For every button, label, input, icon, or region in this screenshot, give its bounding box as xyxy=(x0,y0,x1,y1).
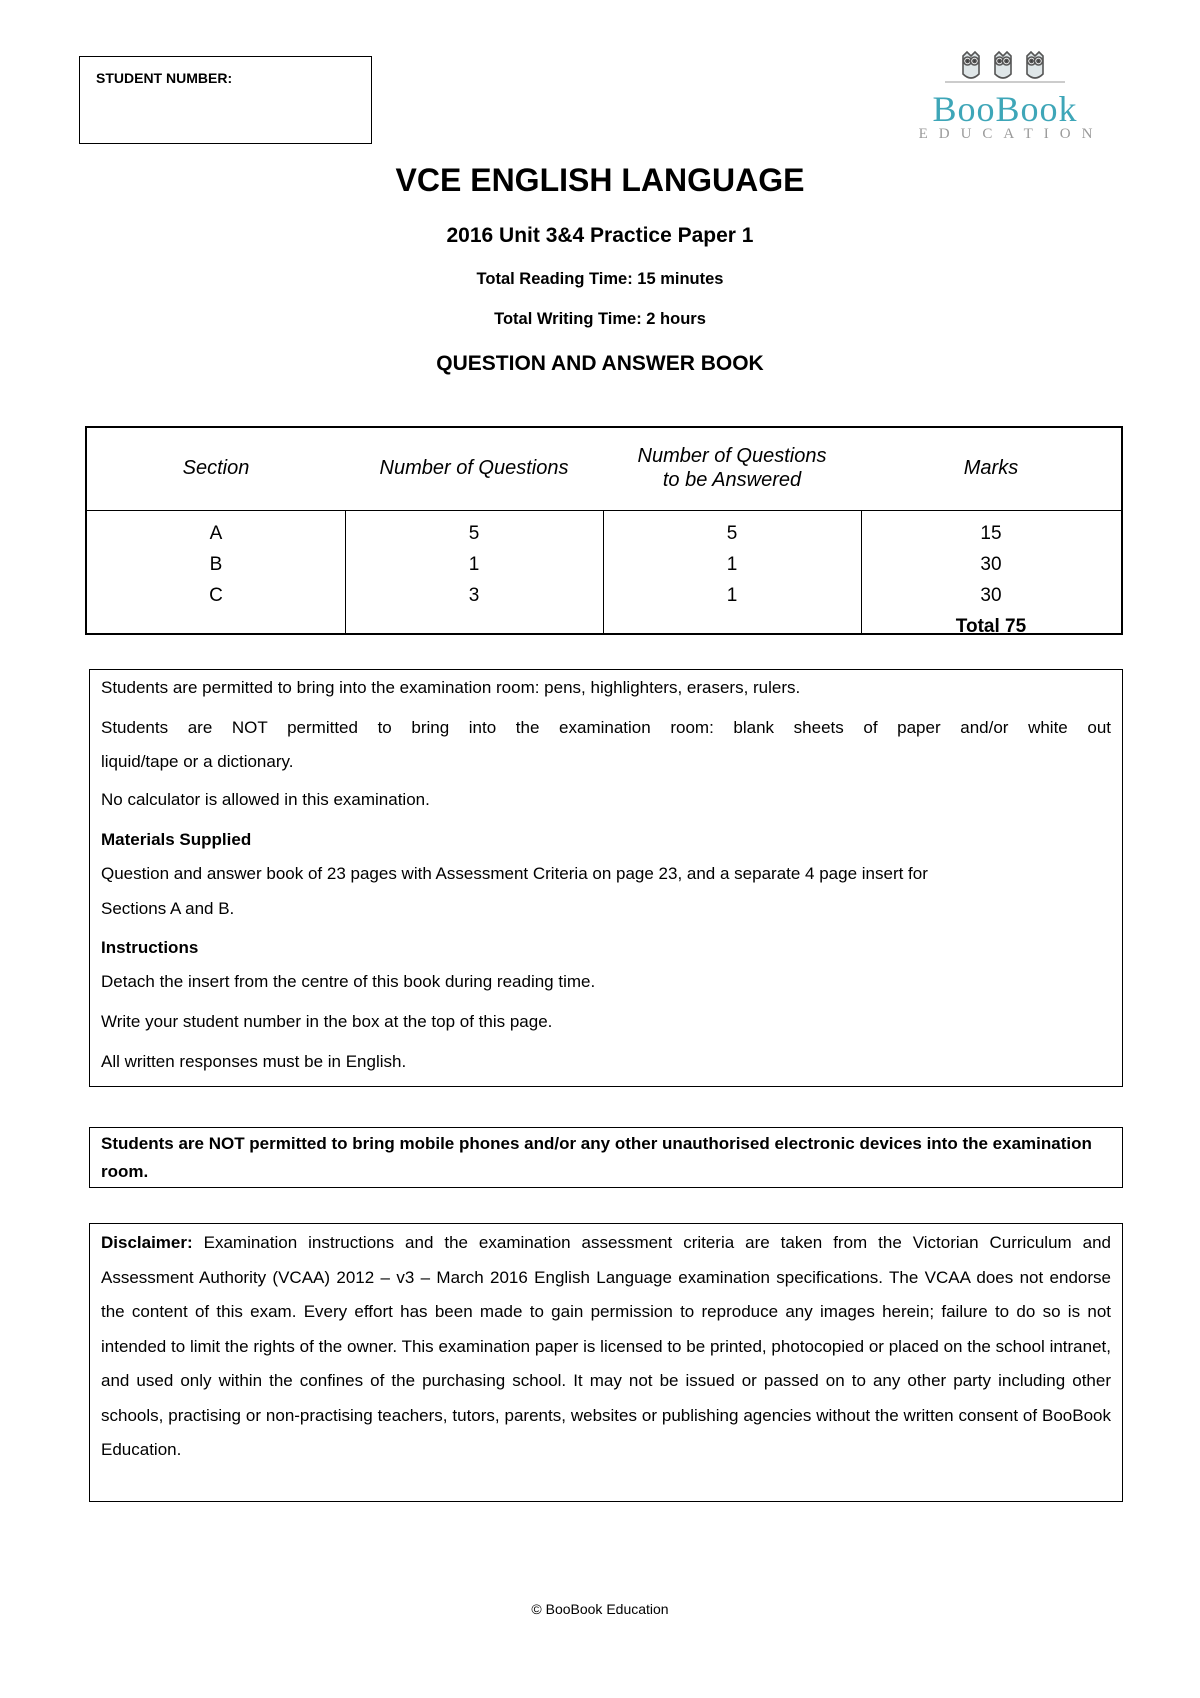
book-title: QUESTION AND ANSWER BOOK xyxy=(436,352,764,375)
table-cell: A xyxy=(209,523,223,544)
logo-tagline: EDUCATION xyxy=(918,126,1104,142)
table-cell: 3 xyxy=(468,585,480,606)
sections-table xyxy=(85,426,1123,635)
materials-heading: Materials Supplied xyxy=(101,830,252,849)
table-cell: 1 xyxy=(726,554,738,575)
footer-copyright: © BooBook Education xyxy=(531,1601,669,1617)
materials-text: Question and answer book of 23 pages with Assessment Criteria on page 23, and a separate 4 page insert for xyxy=(101,864,928,883)
writing-time: Total Writing Time: 2 hours xyxy=(494,310,706,328)
owl-icon xyxy=(905,46,1105,86)
total-marks: Total 75 xyxy=(955,616,1027,637)
instruction-item: Write your student number in the box at the top of this page. xyxy=(101,1012,553,1031)
student-number-label: STUDENT NUMBER: xyxy=(96,70,233,86)
table-cell: B xyxy=(209,554,223,575)
num-questions-column xyxy=(345,518,603,611)
section-column xyxy=(87,518,345,611)
header-to-answer xyxy=(603,444,861,492)
header-section: Section xyxy=(182,457,250,479)
not-permitted-items: Students are NOT permitted to bring into the examination room: blank sheets of paper and/or white out xyxy=(101,718,1111,737)
table-cell: 30 xyxy=(980,554,1002,575)
table-header-row xyxy=(87,428,1121,511)
reading-time: Total Reading Time: 15 minutes xyxy=(476,270,724,288)
table-cell: 1 xyxy=(726,585,738,606)
table-cell: C xyxy=(209,585,223,606)
header-to-answer-line1: Number of Questions xyxy=(637,445,827,467)
table-cell: 30 xyxy=(980,585,1002,606)
student-number-box[interactable] xyxy=(79,56,372,144)
instruction-item: All written responses must be in English. xyxy=(101,1052,407,1071)
disclaimer-box xyxy=(89,1223,1123,1502)
instruction-item: Detach the insert from the centre of this book during reading time. xyxy=(101,972,596,991)
header-to-answer-line2: to be Answered xyxy=(662,469,802,491)
marks-column xyxy=(861,518,1121,642)
disclaimer-text: Examination instructions and the examination assessment criteria are taken from the Victorian Curriculum and Assessment Authority (VCAA) 2012 – v3 – March 2016 English Language examination specifications. The VCAA does not endorse the content of this exam. Every effort has been made to gain permission to reproduce any images herein; failure to do so is not intended to limit the rights of the owner. This examination paper is licensed to be printed, photocopied or placed on the school intranet, and used only within the confines of the purchasing school. It may not be issued or passed on to any other party including other schools, practising or non-practising teachers, tutors, parents, websites or publishing agencies without the written consent of BooBook Education. xyxy=(101,1233,1111,1459)
table-cell: 1 xyxy=(468,554,480,575)
instructions-box xyxy=(89,669,1123,1087)
permitted-items: Students are permitted to bring into the examination room: pens, highlighters, erasers, rulers. xyxy=(101,678,801,697)
header-marks: Marks xyxy=(963,457,1019,479)
disclaimer-label: Disclaimer: xyxy=(101,1233,193,1252)
to-answer-column xyxy=(603,518,861,611)
paper-subtitle: 2016 Unit 3&4 Practice Paper 1 xyxy=(446,224,754,247)
table-cell: 5 xyxy=(468,523,480,544)
header-num-questions: Number of Questions xyxy=(379,457,569,479)
boobook-logo xyxy=(905,46,1105,146)
page-title: VCE ENGLISH LANGUAGE xyxy=(395,162,805,198)
mobile-phone-warning: Students are NOT permitted to bring mobile phones and/or any other unauthorised electronic devices into the examination room. xyxy=(89,1127,1123,1188)
not-permitted-items-cont: liquid/tape or a dictionary. xyxy=(101,752,294,771)
table-cell: 5 xyxy=(726,523,738,544)
calculator-note: No calculator is allowed in this examination. xyxy=(101,790,430,809)
table-cell: 15 xyxy=(980,523,1002,544)
instructions-heading: Instructions xyxy=(101,938,199,957)
materials-text-cont: Sections A and B. xyxy=(101,899,235,918)
logo-wordmark: BooBook xyxy=(932,89,1078,129)
